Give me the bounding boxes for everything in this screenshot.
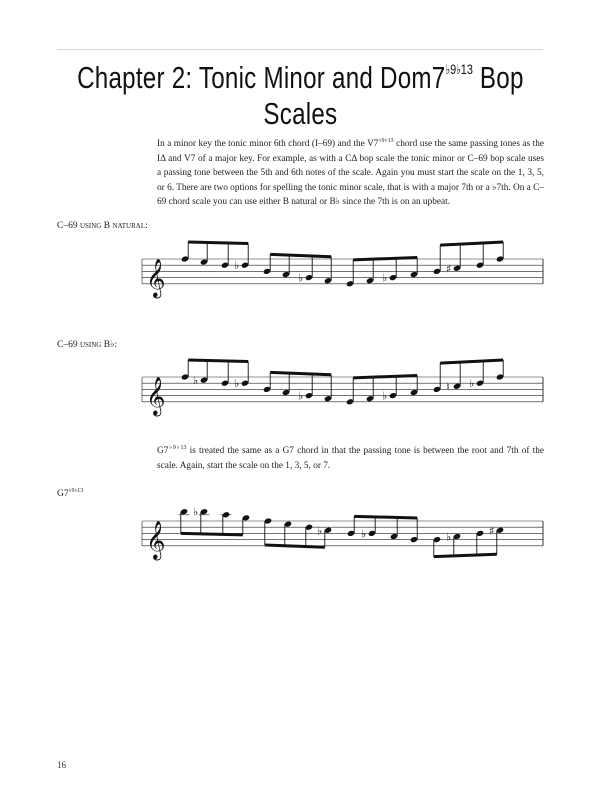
- example-1-label: C–69 using B natural:: [57, 221, 148, 231]
- note-beam: [353, 258, 417, 260]
- note-beam: [188, 242, 248, 244]
- title-tail: Bop Scales: [263, 60, 524, 131]
- staff-c69-b-natural: [142, 242, 543, 299]
- flat-icon: ♭: [382, 271, 388, 285]
- flat-icon: ♭: [298, 389, 304, 403]
- flat-icon: ♭: [193, 374, 199, 388]
- note-beam: [181, 533, 243, 535]
- example-2-label: C–69 using B♭:: [57, 340, 118, 350]
- note-beam: [440, 360, 503, 363]
- staff-c69-b-flat: [142, 360, 543, 417]
- note-beam: [440, 242, 503, 245]
- note-beam: [265, 545, 325, 547]
- flat-icon: ♭: [234, 259, 240, 273]
- note-beam: [188, 360, 248, 362]
- flat-icon: ♭: [298, 271, 304, 285]
- title-superscript: ♭9♭13: [445, 61, 473, 77]
- treble-clef-icon: 𝄞: [146, 375, 166, 415]
- flat-icon: ♭: [446, 530, 452, 544]
- note-beam: [270, 254, 331, 256]
- sharp-icon: ♯: [489, 524, 495, 538]
- intro-paragraph: In a minor key the tonic minor 6th chord (I–69) and the $V7^{♭9♭13}$ chord use the same passing tones as the IΔ and V7 of a major key. For example, as with a CΔ bop scale the tonic minor or C–69 bop scale uses a passing tone between the 5th and 6th notes of the scale. Again you must start the scale on the 1, 3, 5, or 6. There are two options for spelling the tonic minor scale, that is with a major 7th or a ♭7th. On a C–69 chord scale you can use either B natural or B♭ since the 7th is on an upbeat.: [157, 137, 544, 208]
- note-beam: [353, 376, 417, 378]
- flat-icon: ♭: [469, 377, 475, 391]
- flat-icon: ♭: [193, 505, 199, 519]
- page-number: 16: [57, 760, 66, 770]
- treble-clef-icon: 𝄞: [146, 257, 166, 297]
- flat-icon: ♭: [382, 389, 388, 403]
- flat-icon: ♮: [446, 380, 450, 394]
- flat-icon: ♭: [361, 527, 367, 541]
- flat-icon: ♭: [234, 377, 240, 391]
- note-beam: [434, 554, 497, 556]
- note-beam: [270, 372, 331, 374]
- treble-clef-icon: 𝄞: [146, 519, 166, 559]
- staff-g7-b9-b13: [142, 506, 543, 561]
- note-beam: [354, 516, 417, 518]
- flat-icon: ♭: [317, 524, 323, 538]
- example-3-label: $G7^{♭9♭13}$: [57, 488, 84, 500]
- second-paragraph: $G7^{♭9♭13}$ is treated the same as a G7 chord in that the passing tone is between the root and 7th of the scale. Again, start the scale on the 1, 3, 5, or 7.: [157, 444, 544, 471]
- title-text: Chapter 2: Tonic Minor and Dom7: [77, 60, 446, 95]
- sharp-icon: ♯: [446, 262, 452, 276]
